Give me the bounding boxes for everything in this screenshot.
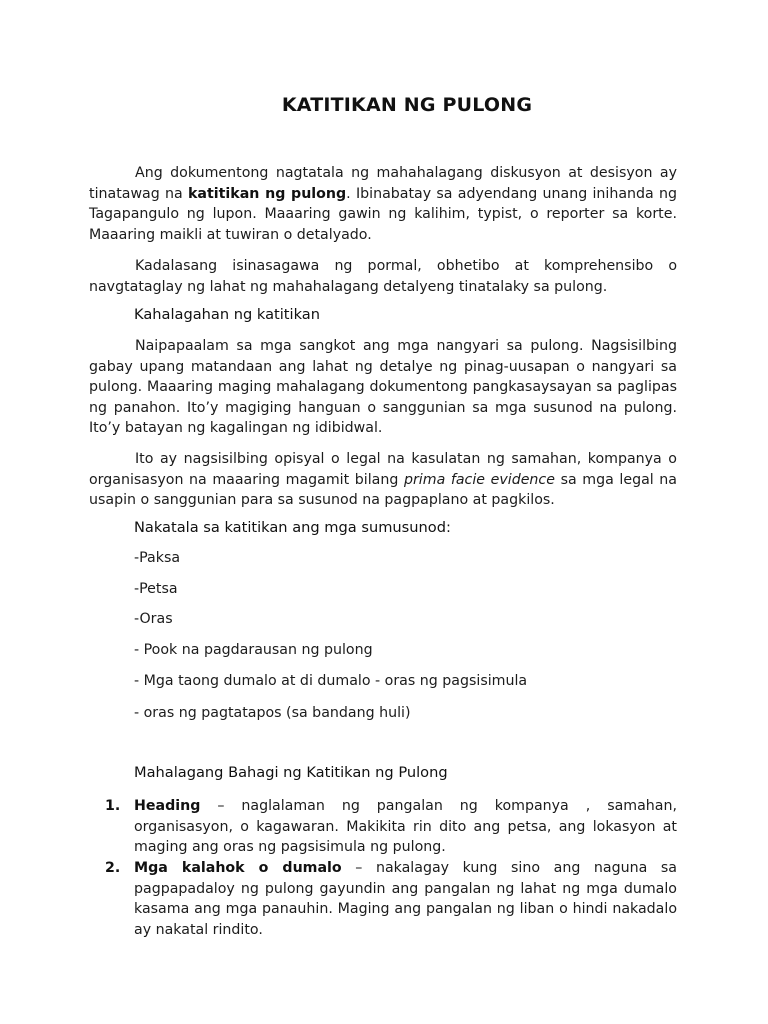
list-item: - Mga taong dumalo at di dumalo - oras ng pagsisimula (134, 673, 528, 689)
list-item: -Paksa (134, 550, 181, 566)
numbered-term: Mga kalahok o dumalo (134, 860, 342, 876)
list-item: - Pook na pagdarausan ng pulong (134, 642, 373, 658)
paragraph-legal-text-cont: sa mga legal na usapin o sanggunian para sa susunod na pagpaplano at pagkilos. (89, 471, 677, 509)
paragraph-characteristics (89, 256, 677, 297)
document-title: KATITIKAN NG PULONG (281, 94, 533, 116)
paragraph-legal (89, 449, 677, 511)
term-katitikan: katitikan ng pulong (187, 185, 347, 202)
paragraph-definition-text: Ang dokumentong nagtatala ng mahahalagang diskusyon at desisyon ay tinatawag na (89, 165, 677, 202)
numbered-item-heading (105, 796, 677, 858)
term-prima-facie: prima facie evidence (403, 471, 555, 488)
list-item: -Oras (134, 611, 173, 627)
paragraph-characteristics-text: Kadalasang isinasagawa ng pormal, obhetibo at komprehensibo o navgtataglay ng lahat ng mahahalagang detalyeng tinatalaky sa pulong. (89, 258, 677, 295)
paragraph-definition-text-cont: . Ibinabatay sa adyendang unang inihanda ng Tagapangulo ng lupon. Maaaring gawin ng kalihim, typist, o reporter sa korte. Maaaring maikli at tuwiran o detalyado. (89, 185, 677, 243)
list-number: 1. (105, 798, 121, 814)
paragraph-legal-text: Ito ay nagsisilbing opisyal o legal na kasulatan ng samahan, kompanya o organisasyon na maaaring magamit bilang (89, 451, 677, 488)
numbered-text: – naglalaman ng pangalan ng kompanya , samahan, organisasyon, o kagawaran. Makikita rin dito ang petsa, ang lokasyon at maging ang oras ng pagsisimula ng pulong. (134, 798, 677, 856)
paragraph-importance-text: Naipapaalam sa mga sangkot ang mga nangyari sa pulong. Nagsisilbing gabay upang matandaan ang lahat ng detalye ng pinag-uusapan o nangyari sa pulong. Maaaring maging mahalagang dokumentong pangkasaysayan sa paglipas ng panahon. Ito’y magiging hanguan o sanggunian sa mga susunod na pulong. Ito’y batayan ng kagalingan ng idibidwal. (89, 338, 677, 437)
paragraph-importance (89, 336, 677, 439)
list-item: -Petsa (134, 581, 178, 597)
heading-bahagi: Mahalagang Bahagi ng Katitikan ng Pulong (134, 764, 448, 781)
heading-kahalagahan: Kahalagahan ng katitikan (134, 306, 320, 323)
numbered-term: Heading (134, 798, 201, 814)
paragraph-definition (89, 163, 677, 245)
list-number: 2. (105, 860, 121, 876)
numbered-text: – nakalagay kung sino ang naguna sa pagpapadaloy ng pulong gayundin ang pangalan ng lahat ng mga dumalo kasama ang mga panauhin. Maging ang pangalan ng liban o hindi nakadalo ay nakatal rindito. (134, 860, 677, 938)
list-item: - oras ng pagtatapos (sa bandang huli) (134, 705, 411, 721)
heading-nakatala: Nakatala sa katitikan ang mga sumusunod: (134, 519, 451, 536)
numbered-item-kalahok (105, 858, 677, 940)
